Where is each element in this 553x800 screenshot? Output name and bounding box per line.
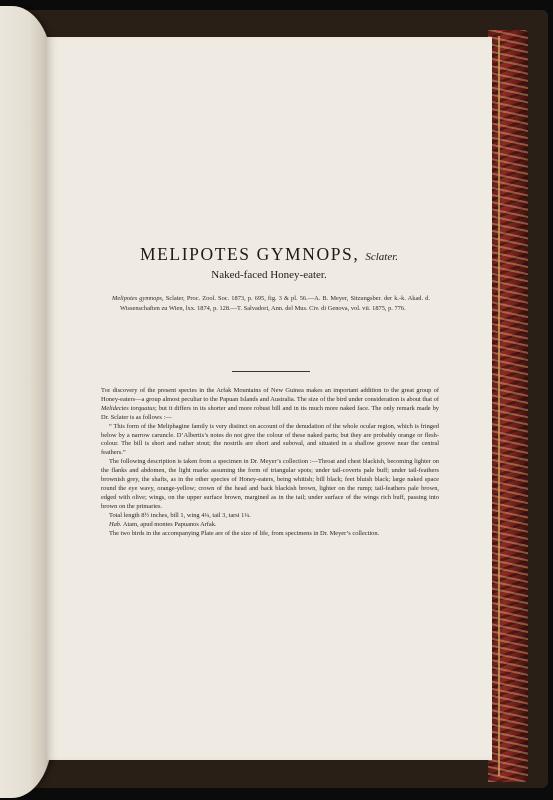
synonymy-references: Sclater, Proc. Zool. Soc. 1873, p. 695, fig. 3 & pl. 56.—A. B. Meyer, Sitzungsber. der k.-k. Akad. d. Wissenschaften zu Wien, lxx. 1874, p. 128.—T. Salvadori, Ann. del Mus. Civ. di Genova, vol. vii. 1875, p. 776. bbox=[120, 295, 430, 312]
synonymy-block bbox=[112, 294, 430, 313]
paragraph-habitat: Hab. Atam, apud montes Papuanos Arfak. bbox=[109, 520, 217, 528]
marbled-page-edge bbox=[488, 30, 528, 782]
species-reference: Melidectes torquatus bbox=[101, 404, 155, 412]
gilt-edge-line bbox=[498, 36, 500, 776]
species-name: MELIPOTES GYMNOPS, bbox=[139, 244, 360, 264]
species-title bbox=[46, 244, 492, 265]
synonymy-species: Melipotes gymnops, bbox=[112, 295, 164, 302]
paragraph-measurements: Total length 8½ inches, bill 1, wing 4¼, tail 3, tarsi 1¼. bbox=[109, 511, 251, 519]
intro-lead-word: The bbox=[101, 387, 111, 394]
paragraph-description: The following description is taken from a specimen in Dr. Meyer’s collection :—Throat and chest blackish, becoming lighter on the flanks and abdomen, the light marks assuming the form of triangular spots; under tail-coverts pale buff; under tail-feathers brownish grey, the shafts, as in the other species of Honey-eaters, being whitish; bill black; feet bluish black; large naked space round the eye wavy, orange-yellow; crown of the head and back blackish brown, lighter on the rump; tail-feathers pale brown, edged with olive; wings, on the upper surface brown, margined as in the tail; under surface of the wings rich buff, passing into brown on the primaries. bbox=[101, 458, 439, 510]
habitat-label: Hab. bbox=[109, 520, 122, 528]
paragraph-quote: “ This form of the Meliphagine family is very distinct on account of the denudation of the whole ocular region, which is fringed below by a narrow caruncle. D’Albertis’s notes do not give the colour of these naked parts; but they are probably orange or flesh-colour. The bill is short and rather stout; the nostrils are short and suboval, and situated in a shallow groove near the central feathers.” bbox=[101, 422, 439, 457]
description-body bbox=[101, 387, 439, 538]
section-rule bbox=[232, 371, 310, 372]
common-name: Naked-faced Honey-eater. bbox=[211, 269, 327, 281]
text-page bbox=[46, 37, 492, 760]
paragraph-intro: The discovery of the present species in the Arfak Mountains of New Guinea makes an important addition to the great group of Honey-eaters—a group almost peculiar to the Papuan Islands and Australia. The size of the bird under consideration is about that of Melidectes torquatus; but it differs in its shorter and more robust bill and in its much more naked face. The only remark made by Dr. Sclater is as follows :— bbox=[101, 387, 439, 421]
species-author: Sclater. bbox=[365, 251, 399, 263]
left-page-curl bbox=[0, 6, 52, 798]
paragraph-plate-note: The two birds in the accompanying Plate are of the size of life, from specimens in Dr. Meyer’s collection. bbox=[109, 529, 380, 537]
